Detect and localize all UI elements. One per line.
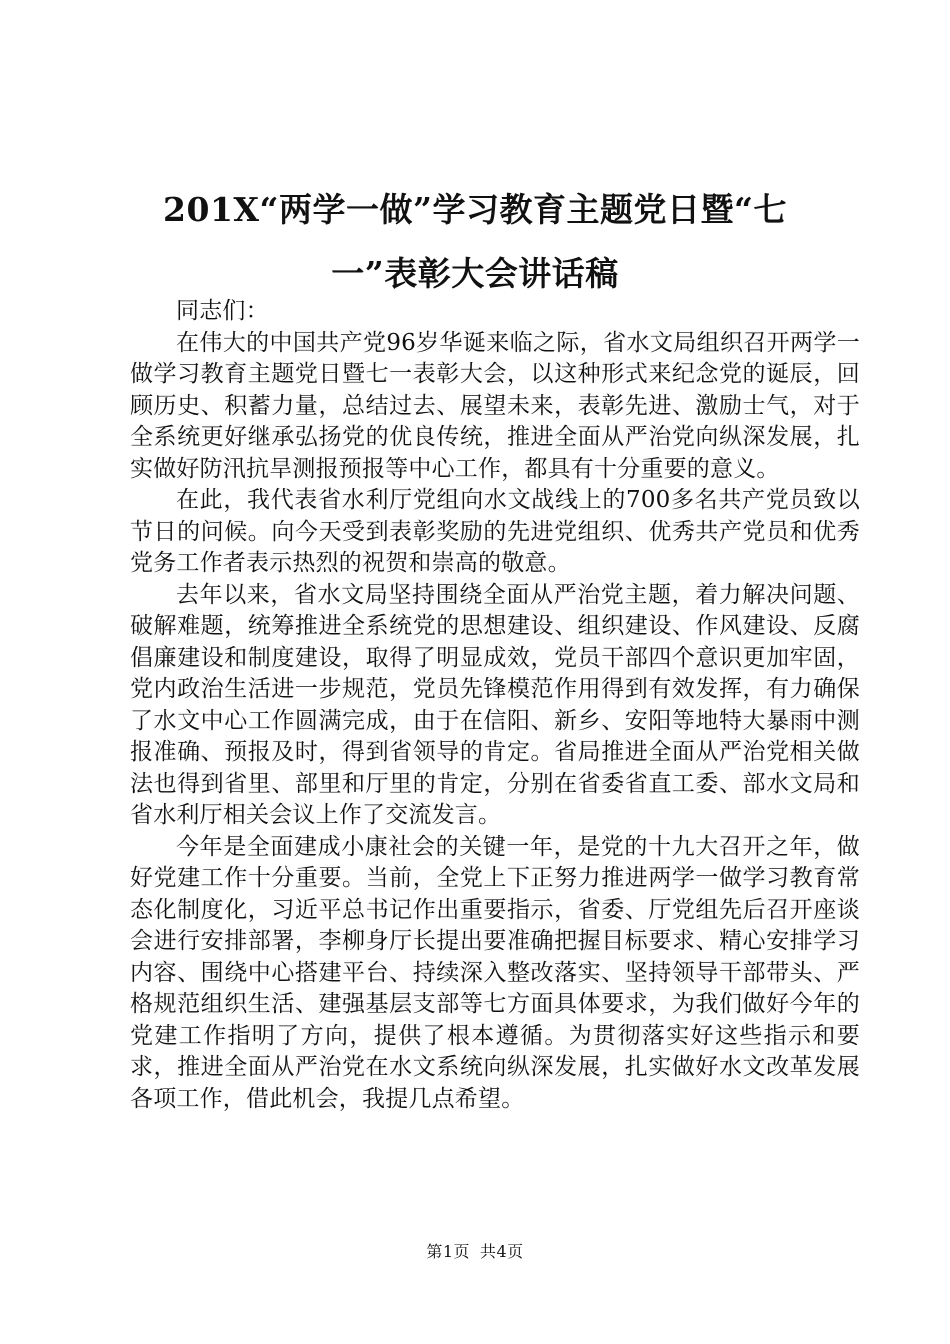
document-title (110, 178, 840, 306)
page-total: 共4页 (480, 1242, 524, 1261)
title-line-1: 201X“两学一做”学习教育主题党日暨“七 (163, 190, 787, 229)
paragraph-3: 去年以来，省水文局坚持围绕全面从严治党主题，着力解决问题、破解难题，统筹推进全系统党的思想建设、组织建设、作风建设、反腐倡廉建设和制度建设，取得了明显成效，党员干部四个意识更加牢固，党内政治生活进一步规范，党员先锋模范作用得到有效发挥，有力确保了水文中心工作圆满完成，由于在信阳、新乡、安阳等地特大暴雨中测报准确、预报及时，得到省领导的肯定。省局推进全面从严治党相关做法也得到省里、部里和厅里的肯定，分别在省委省直工委、部水文局和省水利厅相关会议上作了交流发言。 (130, 581, 860, 828)
paragraph-4: 今年是全面建成小康社会的关键一年，是党的十九大召开之年，做好党建工作十分重要。当前，全党上下正努力推进两学一做学习教育常态化制度化，习近平总书记作出重要指示，省委、厅党组先后召开座谈会进行安排部署，李柳身厅长提出要准确把握目标要求、精心安排学习内容、围绕中心搭建平台、持续深入整改落实、坚持领导干部带头、严格规范组织生活、建强基层支部等七方面具体要求，为我们做好今年的党建工作指明了方向，提供了根本遵循。为贯彻落实好这些指示和要求，推进全面从严治党在水文系统向纵深发展，扎实做好水文改革发展各项工作，借此机会，我提几点希望。 (130, 833, 860, 1112)
title-line-2: 一”表彰大会讲话稿 (331, 254, 619, 293)
page-number: 第1页 (426, 1242, 470, 1261)
document-body (130, 296, 860, 1115)
paragraph-1: 在伟大的中国共产党96岁华诞来临之际，省水文局组织召开两学一做学习教育主题党日暨七一表彰大会，以这种形式来纪念党的诞辰，回顾历史、积蓄力量，总结过去、展望未来，表彰先进、激励士气，对于全系统更好继承弘扬党的优良传统，推进全面从严治党向纵深发展，扎实做好防汛抗旱测报预报等中心工作，都具有十分重要的意义。 (130, 329, 860, 482)
page-footer (0, 1242, 950, 1262)
greeting: 同志们： (176, 298, 269, 324)
paragraph-2: 在此，我代表省水利厅党组向水文战线上的700多名共产党员致以节日的问候。向今天受到表彰奖励的先进党组织、优秀共产党员和优秀党务工作者表示热烈的祝贺和崇高的敬意。 (130, 487, 860, 576)
